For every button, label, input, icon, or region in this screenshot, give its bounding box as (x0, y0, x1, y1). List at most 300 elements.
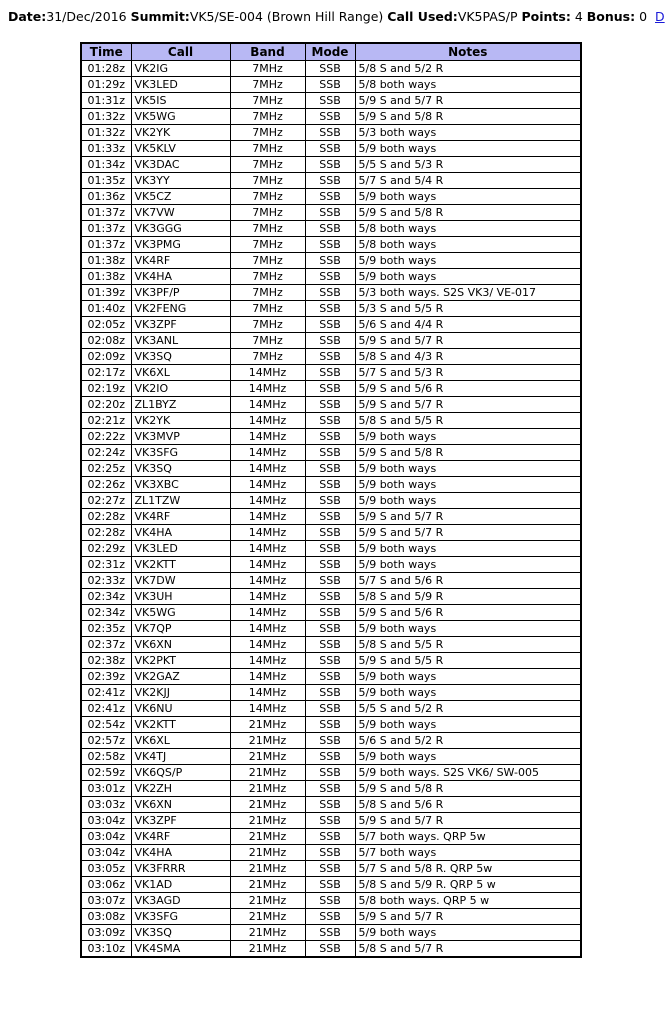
time-cell: 03:04z (81, 845, 131, 861)
mode-cell: SSB (305, 653, 355, 669)
table-row (81, 269, 581, 285)
time-cell: 01:38z (81, 269, 131, 285)
table-row (81, 61, 581, 77)
mode-cell: SSB (305, 605, 355, 621)
band-cell: 21MHz (230, 765, 305, 781)
table-row (81, 285, 581, 301)
notes-cell: 5/9 S and 5/8 R (355, 445, 581, 461)
mode-cell: SSB (305, 589, 355, 605)
time-cell: 02:37z (81, 637, 131, 653)
time-cell: 01:34z (81, 157, 131, 173)
table-row (81, 365, 581, 381)
time-cell: 03:06z (81, 877, 131, 893)
time-cell: 03:08z (81, 909, 131, 925)
call-cell: VK3MVP (131, 429, 230, 445)
time-cell: 02:19z (81, 381, 131, 397)
notes-cell: 5/9 both ways (355, 717, 581, 733)
column-header-notes: Notes (355, 43, 581, 61)
band-cell: 21MHz (230, 717, 305, 733)
mode-cell: SSB (305, 333, 355, 349)
mode-cell: SSB (305, 189, 355, 205)
band-cell: 21MHz (230, 845, 305, 861)
call-cell: VK4HA (131, 269, 230, 285)
table-row (81, 141, 581, 157)
call-cell: VK3ZPF (131, 317, 230, 333)
mode-cell: SSB (305, 909, 355, 925)
time-cell: 03:04z (81, 813, 131, 829)
table-row (81, 685, 581, 701)
notes-cell: 5/7 both ways. QRP 5w (355, 829, 581, 845)
table-row (81, 797, 581, 813)
notes-cell: 5/9 both ways (355, 461, 581, 477)
mode-cell: SSB (305, 109, 355, 125)
band-cell: 14MHz (230, 653, 305, 669)
header-link[interactable]: D (655, 9, 665, 24)
mode-cell: SSB (305, 221, 355, 237)
notes-cell: 5/8 both ways (355, 221, 581, 237)
time-cell: 02:24z (81, 445, 131, 461)
table-row (81, 557, 581, 573)
mode-cell: SSB (305, 621, 355, 637)
call-cell: VK2GAZ (131, 669, 230, 685)
date-value: 31/Dec/2016 (46, 9, 127, 24)
mode-cell: SSB (305, 765, 355, 781)
mode-cell: SSB (305, 301, 355, 317)
mode-cell: SSB (305, 253, 355, 269)
notes-cell: 5/9 both ways (355, 541, 581, 557)
band-cell: 14MHz (230, 397, 305, 413)
notes-cell: 5/9 S and 5/6 R (355, 381, 581, 397)
mode-cell: SSB (305, 477, 355, 493)
call-cell: VK3ANL (131, 333, 230, 349)
table-row (81, 461, 581, 477)
band-cell: 21MHz (230, 861, 305, 877)
notes-cell: 5/3 S and 5/5 R (355, 301, 581, 317)
table-row (81, 845, 581, 861)
band-cell: 7MHz (230, 157, 305, 173)
table-header-row (81, 43, 581, 61)
band-cell: 14MHz (230, 461, 305, 477)
band-cell: 14MHz (230, 605, 305, 621)
table-row (81, 605, 581, 621)
time-cell: 02:21z (81, 413, 131, 429)
time-cell: 02:41z (81, 701, 131, 717)
call-cell: ZL1TZW (131, 493, 230, 509)
call-cell: VK5IS (131, 93, 230, 109)
time-cell: 01:39z (81, 285, 131, 301)
band-cell: 14MHz (230, 589, 305, 605)
table-row (81, 125, 581, 141)
mode-cell: SSB (305, 157, 355, 173)
table-row (81, 93, 581, 109)
band-cell: 14MHz (230, 621, 305, 637)
time-cell: 01:37z (81, 205, 131, 221)
call-cell: VK2IG (131, 61, 230, 77)
notes-cell: 5/7 S and 5/6 R (355, 573, 581, 589)
call-cell: VK3LED (131, 541, 230, 557)
time-cell: 02:29z (81, 541, 131, 557)
call-cell: VK1AD (131, 877, 230, 893)
call-cell: VK5KLV (131, 141, 230, 157)
band-cell: 7MHz (230, 285, 305, 301)
table-row (81, 333, 581, 349)
time-cell: 02:41z (81, 685, 131, 701)
call-cell: VK3AGD (131, 893, 230, 909)
summit-label: Summit: (130, 9, 190, 24)
table-row (81, 877, 581, 893)
table-row (81, 893, 581, 909)
mode-cell: SSB (305, 861, 355, 877)
call-cell: VK3DAC (131, 157, 230, 173)
time-cell: 01:32z (81, 109, 131, 125)
band-cell: 21MHz (230, 893, 305, 909)
band-cell: 7MHz (230, 109, 305, 125)
call-cell: VK4HA (131, 845, 230, 861)
call-cell: VK6NU (131, 701, 230, 717)
mode-cell: SSB (305, 237, 355, 253)
time-cell: 02:27z (81, 493, 131, 509)
call-cell: VK7DW (131, 573, 230, 589)
band-cell: 14MHz (230, 429, 305, 445)
notes-cell: 5/9 both ways (355, 669, 581, 685)
mode-cell: SSB (305, 573, 355, 589)
notes-cell: 5/7 S and 5/4 R (355, 173, 581, 189)
band-cell: 14MHz (230, 701, 305, 717)
notes-cell: 5/9 both ways (355, 925, 581, 941)
mode-cell: SSB (305, 781, 355, 797)
table-row (81, 525, 581, 541)
notes-cell: 5/9 both ways (355, 141, 581, 157)
table-row (81, 541, 581, 557)
call-cell: VK6XL (131, 365, 230, 381)
band-cell: 7MHz (230, 333, 305, 349)
band-cell: 21MHz (230, 941, 305, 958)
table-row (81, 413, 581, 429)
band-cell: 7MHz (230, 205, 305, 221)
time-cell: 01:29z (81, 77, 131, 93)
band-cell: 7MHz (230, 317, 305, 333)
table-row (81, 349, 581, 365)
points-label: Points: (521, 9, 571, 24)
call-cell: VK6QS/P (131, 765, 230, 781)
mode-cell: SSB (305, 445, 355, 461)
table-row (81, 621, 581, 637)
table-row (81, 381, 581, 397)
table-row (81, 317, 581, 333)
band-cell: 14MHz (230, 509, 305, 525)
call-cell: VK6XN (131, 797, 230, 813)
mode-cell: SSB (305, 365, 355, 381)
mode-cell: SSB (305, 93, 355, 109)
time-cell: 02:05z (81, 317, 131, 333)
time-cell: 03:09z (81, 925, 131, 941)
mode-cell: SSB (305, 77, 355, 93)
bonus-value: 0 (639, 9, 648, 24)
table-row (81, 637, 581, 653)
table-row (81, 237, 581, 253)
call-cell: VK4RF (131, 253, 230, 269)
notes-cell: 5/9 S and 5/8 R (355, 781, 581, 797)
notes-cell: 5/9 S and 5/7 R (355, 509, 581, 525)
table-row (81, 429, 581, 445)
band-cell: 14MHz (230, 413, 305, 429)
band-cell: 7MHz (230, 125, 305, 141)
call-cell: VK6XN (131, 637, 230, 653)
table-row (81, 173, 581, 189)
band-cell: 7MHz (230, 253, 305, 269)
band-cell: 14MHz (230, 637, 305, 653)
time-cell: 01:28z (81, 61, 131, 77)
notes-cell: 5/6 S and 5/2 R (355, 733, 581, 749)
time-cell: 02:58z (81, 749, 131, 765)
mode-cell: SSB (305, 141, 355, 157)
column-header-band: Band (230, 43, 305, 61)
mode-cell: SSB (305, 813, 355, 829)
notes-cell: 5/9 S and 5/7 R (355, 909, 581, 925)
band-cell: 14MHz (230, 685, 305, 701)
activation-summary (8, 8, 665, 26)
table-row (81, 221, 581, 237)
time-cell: 02:31z (81, 557, 131, 573)
time-cell: 02:22z (81, 429, 131, 445)
column-header-time: Time (81, 43, 131, 61)
table-body (81, 61, 581, 958)
mode-cell: SSB (305, 461, 355, 477)
band-cell: 21MHz (230, 813, 305, 829)
notes-cell: 5/9 both ways (355, 493, 581, 509)
time-cell: 02:26z (81, 477, 131, 493)
time-cell: 02:20z (81, 397, 131, 413)
notes-cell: 5/8 S and 5/9 R. QRP 5 w (355, 877, 581, 893)
summit-value: VK5/SE-004 (Brown Hill Range) (189, 9, 384, 24)
table-row (81, 653, 581, 669)
table-row (81, 157, 581, 173)
band-cell: 14MHz (230, 573, 305, 589)
contact-log-table (80, 42, 582, 958)
date-label: Date: (8, 9, 47, 24)
time-cell: 01:33z (81, 141, 131, 157)
time-cell: 02:35z (81, 621, 131, 637)
call-cell: VK5CZ (131, 189, 230, 205)
notes-cell: 5/9 both ways (355, 685, 581, 701)
call-cell: VK4TJ (131, 749, 230, 765)
call-cell: VK3SFG (131, 909, 230, 925)
band-cell: 21MHz (230, 781, 305, 797)
notes-cell: 5/9 S and 5/5 R (355, 653, 581, 669)
time-cell: 03:03z (81, 797, 131, 813)
band-cell: 7MHz (230, 237, 305, 253)
notes-cell: 5/8 S and 5/9 R (355, 589, 581, 605)
call-cell: VK5WG (131, 605, 230, 621)
time-cell: 02:59z (81, 765, 131, 781)
band-cell: 7MHz (230, 173, 305, 189)
call-cell: VK3SQ (131, 925, 230, 941)
call-used-value: VK5PAS/P (457, 9, 518, 24)
band-cell: 14MHz (230, 365, 305, 381)
notes-cell: 5/9 both ways (355, 429, 581, 445)
notes-cell: 5/9 both ways (355, 253, 581, 269)
notes-cell: 5/8 both ways (355, 77, 581, 93)
call-cell: VK2YK (131, 413, 230, 429)
call-cell: VK2KTT (131, 557, 230, 573)
mode-cell: SSB (305, 637, 355, 653)
mode-cell: SSB (305, 941, 355, 958)
call-cell: VK3YY (131, 173, 230, 189)
notes-cell: 5/9 S and 5/7 R (355, 333, 581, 349)
table-row (81, 589, 581, 605)
notes-cell: 5/3 both ways. S2S VK3/ VE-017 (355, 285, 581, 301)
call-cell: VK2YK (131, 125, 230, 141)
column-header-mode: Mode (305, 43, 355, 61)
time-cell: 02:34z (81, 605, 131, 621)
mode-cell: SSB (305, 541, 355, 557)
band-cell: 21MHz (230, 925, 305, 941)
mode-cell: SSB (305, 429, 355, 445)
time-cell: 02:17z (81, 365, 131, 381)
notes-cell: 5/9 S and 5/7 R (355, 525, 581, 541)
mode-cell: SSB (305, 685, 355, 701)
table-row (81, 765, 581, 781)
notes-cell: 5/9 S and 5/7 R (355, 93, 581, 109)
table-row (81, 669, 581, 685)
call-cell: VK7VW (131, 205, 230, 221)
time-cell: 01:32z (81, 125, 131, 141)
call-cell: VK3FRRR (131, 861, 230, 877)
notes-cell: 5/8 both ways (355, 237, 581, 253)
call-cell: VK2PKT (131, 653, 230, 669)
mode-cell: SSB (305, 317, 355, 333)
points-value: 4 (574, 9, 583, 24)
notes-cell: 5/8 both ways. QRP 5 w (355, 893, 581, 909)
table-row (81, 733, 581, 749)
time-cell: 01:31z (81, 93, 131, 109)
table-row (81, 509, 581, 525)
call-cell: VK4RF (131, 509, 230, 525)
mode-cell: SSB (305, 397, 355, 413)
call-cell: VK2KJJ (131, 685, 230, 701)
mode-cell: SSB (305, 493, 355, 509)
call-cell: ZL1BYZ (131, 397, 230, 413)
table-row (81, 749, 581, 765)
time-cell: 01:40z (81, 301, 131, 317)
band-cell: 14MHz (230, 477, 305, 493)
band-cell: 21MHz (230, 909, 305, 925)
time-cell: 02:54z (81, 717, 131, 733)
mode-cell: SSB (305, 669, 355, 685)
notes-cell: 5/3 both ways (355, 125, 581, 141)
call-cell: VK3UH (131, 589, 230, 605)
table-row (81, 397, 581, 413)
band-cell: 7MHz (230, 221, 305, 237)
time-cell: 02:09z (81, 349, 131, 365)
band-cell: 21MHz (230, 733, 305, 749)
mode-cell: SSB (305, 893, 355, 909)
band-cell: 7MHz (230, 349, 305, 365)
mode-cell: SSB (305, 61, 355, 77)
time-cell: 01:38z (81, 253, 131, 269)
call-cell: VK4SMA (131, 941, 230, 958)
time-cell: 01:35z (81, 173, 131, 189)
time-cell: 02:33z (81, 573, 131, 589)
band-cell: 14MHz (230, 557, 305, 573)
call-cell: VK2IO (131, 381, 230, 397)
table-row (81, 813, 581, 829)
band-cell: 21MHz (230, 749, 305, 765)
mode-cell: SSB (305, 413, 355, 429)
table-row (81, 701, 581, 717)
call-cell: VK5WG (131, 109, 230, 125)
time-cell: 02:34z (81, 589, 131, 605)
band-cell: 21MHz (230, 829, 305, 845)
notes-cell: 5/9 S and 5/8 R (355, 109, 581, 125)
notes-cell: 5/9 S and 5/6 R (355, 605, 581, 621)
mode-cell: SSB (305, 349, 355, 365)
mode-cell: SSB (305, 269, 355, 285)
call-cell: VK2KTT (131, 717, 230, 733)
mode-cell: SSB (305, 733, 355, 749)
notes-cell: 5/8 S and 4/3 R (355, 349, 581, 365)
band-cell: 14MHz (230, 493, 305, 509)
band-cell: 7MHz (230, 269, 305, 285)
notes-cell: 5/9 both ways (355, 189, 581, 205)
call-cell: VK3SQ (131, 349, 230, 365)
notes-cell: 5/8 S and 5/7 R (355, 941, 581, 958)
call-cell: VK3SQ (131, 461, 230, 477)
notes-cell: 5/7 S and 5/3 R (355, 365, 581, 381)
time-cell: 02:38z (81, 653, 131, 669)
band-cell: 7MHz (230, 77, 305, 93)
time-cell: 02:28z (81, 525, 131, 541)
call-cell: VK7QP (131, 621, 230, 637)
call-cell: VK4RF (131, 829, 230, 845)
time-cell: 03:07z (81, 893, 131, 909)
table-row (81, 781, 581, 797)
table-row (81, 909, 581, 925)
table-row (81, 253, 581, 269)
call-cell: VK3GGG (131, 221, 230, 237)
time-cell: 01:37z (81, 221, 131, 237)
notes-cell: 5/8 S and 5/5 R (355, 637, 581, 653)
table-row (81, 861, 581, 877)
time-cell: 02:57z (81, 733, 131, 749)
notes-cell: 5/9 both ways (355, 749, 581, 765)
band-cell: 7MHz (230, 301, 305, 317)
mode-cell: SSB (305, 829, 355, 845)
band-cell: 21MHz (230, 877, 305, 893)
table-row (81, 445, 581, 461)
mode-cell: SSB (305, 877, 355, 893)
time-cell: 01:37z (81, 237, 131, 253)
time-cell: 03:10z (81, 941, 131, 958)
notes-cell: 5/9 both ways. S2S VK6/ SW-005 (355, 765, 581, 781)
mode-cell: SSB (305, 125, 355, 141)
time-cell: 02:39z (81, 669, 131, 685)
table-row (81, 77, 581, 93)
call-cell: VK3XBC (131, 477, 230, 493)
table-row (81, 573, 581, 589)
notes-cell: 5/9 both ways (355, 557, 581, 573)
notes-cell: 5/8 S and 5/2 R (355, 61, 581, 77)
band-cell: 14MHz (230, 445, 305, 461)
table-row (81, 477, 581, 493)
notes-cell: 5/8 S and 5/6 R (355, 797, 581, 813)
mode-cell: SSB (305, 525, 355, 541)
notes-cell: 5/9 both ways (355, 477, 581, 493)
call-cell: VK3LED (131, 77, 230, 93)
time-cell: 02:28z (81, 509, 131, 525)
time-cell: 02:25z (81, 461, 131, 477)
call-cell: VK4HA (131, 525, 230, 541)
